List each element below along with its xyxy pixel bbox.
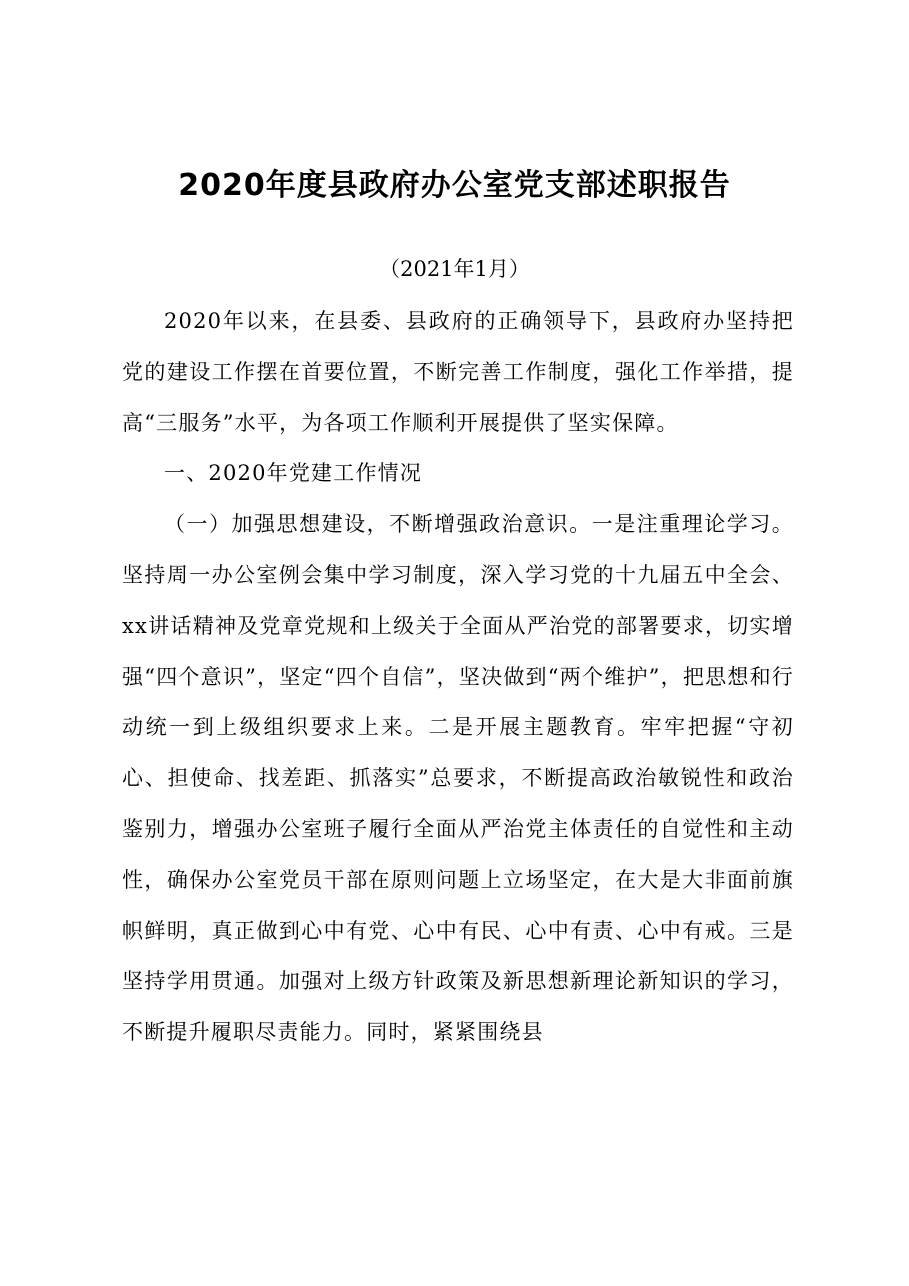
document-body: [122, 296, 794, 1058]
document-date: （2021年1月）: [379, 257, 530, 281]
document-title: 2020年度县政府办公室党支部述职报告: [178, 168, 731, 203]
paragraph-section-1: （一）加强思想建设，不断增强政治意识。一是注重理论学习。坚持周一办公室例会集中学习制度，深入学习党的十九届五中全会、xx讲话精神及党章党规和上级关于全面从严治党的部署要求，切实增强“四个意识”，坚定“四个自信”，坚决做到“两个维护”，把思想和行动统一到上级组织要求上来。二是开展主题教育。牢牢把握“守初心、担使命、找差距、抓落实”总要求，不断提高政治敏锐性和政治鉴别力，增强办公室班子履行全面从严治党主体责任的自觉性和主动性，确保办公室党员干部在原则问题上立场坚定，在大是大非面前旗帜鲜明，真正做到心中有党、心中有民、心中有责、心中有戒。三是坚持学用贯通。加强对上级方针政策及新思想新理论新知识的学习，不断提升履职尽责能力。同时，紧紧围绕县: [122, 512, 794, 1045]
section-heading: 一、2020年党建工作情况: [164, 461, 423, 486]
paragraph-intro: 2020年以来，在县委、县政府的正确领导下，县政府办坚持把党的建设工作摆在首要位置，不断完善工作制度，强化工作举措，提高“三服务”水平，为各项工作顺利开展提供了坚实保障。: [122, 309, 794, 435]
